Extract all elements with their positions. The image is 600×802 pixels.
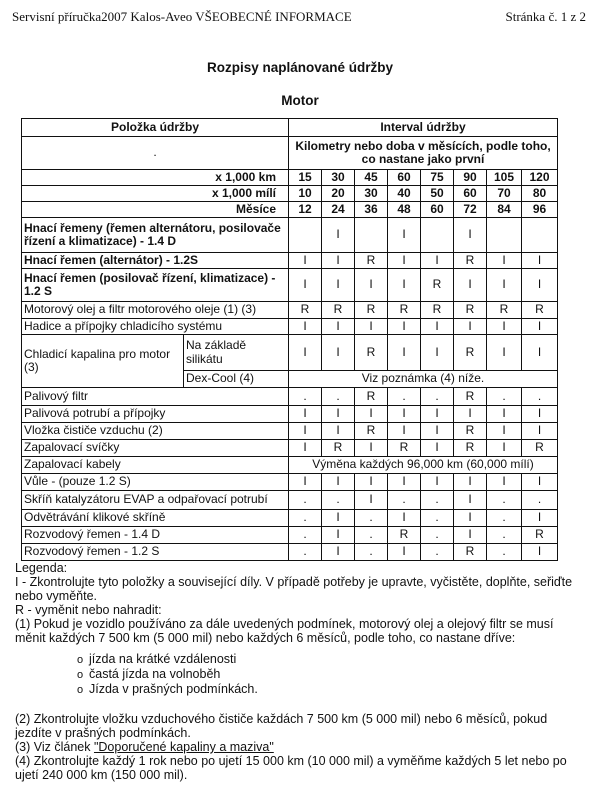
maintenance-item: Zapalovací kabely	[22, 457, 289, 474]
table-cell: .	[322, 388, 355, 406]
table-cell: I	[454, 491, 487, 510]
table-cell: I	[454, 510, 487, 527]
table-cell: R	[388, 527, 421, 544]
table-row	[22, 319, 558, 335]
table-cell: R	[454, 440, 487, 457]
table-cell: I	[421, 440, 454, 457]
table-cell: I	[322, 218, 355, 253]
table-cell: .	[487, 544, 522, 561]
table-row	[22, 440, 558, 457]
table-cell: I	[322, 269, 355, 302]
page-number: Stránka č. 1 z 2	[505, 9, 586, 24]
maintenance-item: Motorový olej a filtr motorového oleje (1) (3)	[22, 302, 289, 319]
table-cell: .	[355, 544, 388, 561]
table-row	[22, 491, 558, 510]
interval-value: 10	[289, 186, 322, 202]
document-header-left: Servisní příručka2007 Kalos-Aveo VŠEOBECNÉ INFORMACE	[12, 9, 352, 24]
table-cell: R	[355, 388, 388, 406]
table-cell: I	[289, 253, 322, 269]
maintenance-item: Palivová potrubí a přípojky	[22, 406, 289, 423]
table-cell: .	[355, 510, 388, 527]
table-cell: I	[421, 319, 454, 335]
table-cell: R	[322, 440, 355, 457]
table-cell: I	[487, 319, 522, 335]
maintenance-item: Vůle - (pouze 1.2 S)	[22, 474, 289, 491]
header-dot: .	[22, 137, 289, 170]
table-cell: .	[487, 388, 522, 406]
table-cell: .	[421, 388, 454, 406]
table-cell	[522, 218, 558, 253]
table-cell: .	[289, 491, 322, 510]
table-cell: R	[522, 440, 558, 457]
table-cell: I	[522, 406, 558, 423]
table-cell: I	[388, 544, 421, 561]
table-cell: .	[289, 544, 322, 561]
table-cell: I	[487, 253, 522, 269]
table-cell: .	[388, 491, 421, 510]
table-cell: I	[289, 406, 322, 423]
legend-line-i: I - Zkontrolujte tyto položky a související díly. V případě potřeby je upravte, vyčistěte, doplňte, seřiďte nebo vyměňte.	[15, 575, 573, 603]
table-cell: I	[454, 474, 487, 491]
unit-row	[22, 170, 558, 186]
table-cell: I	[289, 269, 322, 302]
interval-value: 48	[388, 202, 421, 218]
list-item: o častá jízda na volnoběh	[77, 667, 585, 682]
table-cell: I	[322, 423, 355, 440]
table-row	[22, 423, 558, 440]
table-cell: I	[522, 253, 558, 269]
page-title: Rozpisy naplánované údržby	[206, 60, 394, 75]
table-cell: I	[355, 269, 388, 302]
table-cell: I	[322, 510, 355, 527]
table-cell: .	[522, 491, 558, 510]
table-cell: R	[454, 388, 487, 406]
interval-value: 105	[487, 170, 522, 186]
table-cell: R	[355, 423, 388, 440]
item-rows	[22, 218, 558, 561]
table-cell: I	[322, 406, 355, 423]
table-cell: I	[322, 335, 355, 371]
legend-condition-list	[15, 652, 585, 697]
legend-heading: Legenda:	[15, 561, 68, 575]
table-cell: .	[289, 510, 322, 527]
table-cell: I	[388, 218, 421, 253]
table-cell: R	[487, 302, 522, 319]
interval-value: 30	[322, 170, 355, 186]
table-cell: R	[355, 302, 388, 319]
interval-value: 50	[421, 186, 454, 202]
table-row	[22, 269, 558, 302]
interval-value: 80	[522, 186, 558, 202]
coolant-type-silicate: Na základě silikátu	[184, 335, 289, 371]
table-row	[22, 335, 558, 371]
table-row	[22, 544, 558, 561]
interval-value: 36	[355, 202, 388, 218]
legend-note-3-prefix: (3) Viz článek	[15, 740, 94, 754]
table-cell: I	[289, 319, 322, 335]
table-cell: I	[421, 423, 454, 440]
maintenance-item: Rozvodový řemen - 1.2 S	[22, 544, 289, 561]
table-cell: .	[421, 510, 454, 527]
maintenance-item: Hnací řemeny (řemen alternátoru, posilovače řízení a klimatizace) - 1.4 D	[22, 218, 289, 253]
table-cell: I	[522, 510, 558, 527]
interval-value: 20	[322, 186, 355, 202]
table-cell: I	[487, 406, 522, 423]
table-cell: R	[289, 302, 322, 319]
table-cell: .	[388, 388, 421, 406]
maintenance-item: Skříň katalyzátoru EVAP a odpařovací potrubí	[22, 491, 289, 510]
table-cell: I	[421, 253, 454, 269]
maintenance-item: Zapalovací svíčky	[22, 440, 289, 457]
maintenance-schedule-table	[21, 118, 558, 561]
table-cell: I	[454, 527, 487, 544]
table-cell: I	[388, 423, 421, 440]
interval-value: 120	[522, 170, 558, 186]
page-subtitle: Motor	[281, 93, 319, 108]
list-item: o Jízda v prašných podmínkách.	[77, 682, 585, 697]
unit-label: x 1,000 km	[22, 170, 289, 186]
table-cell: I	[388, 510, 421, 527]
unit-label: Měsíce	[22, 202, 289, 218]
interval-value: 60	[454, 186, 487, 202]
maintenance-item: Vložka čističe vzduchu (2)	[22, 423, 289, 440]
table-cell: I	[388, 319, 421, 335]
legend-note-3	[15, 740, 585, 754]
unit-rows	[22, 170, 558, 218]
table-cell: I	[454, 406, 487, 423]
maintenance-item: Hnací řemen (alternátor) - 1.2S	[22, 253, 289, 269]
table-cell: I	[454, 218, 487, 253]
interval-value: 90	[454, 170, 487, 186]
table-cell: I	[355, 474, 388, 491]
table-cell: I	[487, 335, 522, 371]
column-header-item: Položka údržby	[22, 119, 289, 137]
table-cell: I	[355, 319, 388, 335]
interval-value: 24	[322, 202, 355, 218]
table-cell: .	[421, 544, 454, 561]
interval-value: 40	[388, 186, 421, 202]
interval-value: 75	[421, 170, 454, 186]
table-cell: I	[322, 253, 355, 269]
table-row	[22, 302, 558, 319]
table-cell: .	[355, 527, 388, 544]
table-cell	[289, 218, 322, 253]
table-cell: I	[454, 319, 487, 335]
table-cell: R	[421, 302, 454, 319]
table-cell: R	[454, 253, 487, 269]
table-cell: I	[322, 319, 355, 335]
table-cell: .	[487, 527, 522, 544]
interval-value: 60	[388, 170, 421, 186]
table-cell: R	[421, 269, 454, 302]
table-cell: I	[522, 423, 558, 440]
table-cell: R	[454, 335, 487, 371]
unit-row	[22, 202, 558, 218]
interval-value: 12	[289, 202, 322, 218]
list-item: o jízda na krátké vzdálenosti	[77, 652, 585, 667]
table-cell: R	[454, 302, 487, 319]
table-cell: I	[289, 335, 322, 371]
maintenance-item: Palivový filtr	[22, 388, 289, 406]
interval-value: 45	[355, 170, 388, 186]
interval-note: Kilometry nebo doba v měsících, podle toho, co nastane jako první	[289, 137, 558, 170]
table-cell: R	[355, 335, 388, 371]
table-cell: I	[289, 440, 322, 457]
table-cell: I	[322, 474, 355, 491]
table-row	[22, 253, 558, 269]
legend-note-2: (2) Zkontrolujte vložku vzduchového čističe každách 7 500 km (5 000 mil) nebo 6 měsíců, pokud jezdíte v prašných podmínkách.	[15, 712, 548, 740]
maintenance-item: Chladicí kapalina pro motor (3)	[22, 335, 184, 388]
table-cell: I	[454, 269, 487, 302]
maintenance-item: Rozvodový řemen - 1.4 D	[22, 527, 289, 544]
table-cell: I	[355, 440, 388, 457]
table-cell: .	[522, 388, 558, 406]
table-cell: .	[421, 527, 454, 544]
table-cell: R	[454, 423, 487, 440]
maintenance-item: Odvětrávání klikové skříně	[22, 510, 289, 527]
table-cell: I	[355, 491, 388, 510]
table-row	[22, 527, 558, 544]
table-cell: I	[388, 269, 421, 302]
interval-value: 70	[487, 186, 522, 202]
table-cell: I	[487, 474, 522, 491]
table-cell: R	[522, 527, 558, 544]
table-cell: R	[454, 544, 487, 561]
table-cell: .	[322, 491, 355, 510]
table-cell: .	[487, 491, 522, 510]
coolant-note: Viz poznámka (4) níže.	[289, 371, 558, 388]
table-cell: I	[487, 423, 522, 440]
table-cell: I	[388, 253, 421, 269]
fluids-article-link[interactable]: "Doporučené kapaliny a maziva"	[93, 740, 274, 754]
table-cell: .	[289, 527, 322, 544]
table-cell	[487, 218, 522, 253]
interval-value: 15	[289, 170, 322, 186]
table-cell	[421, 218, 454, 253]
maintenance-item: Hadice a přípojky chladicího systému	[22, 319, 289, 335]
interval-value: 72	[454, 202, 487, 218]
unit-label: x 1,000 mílí	[22, 186, 289, 202]
interval-value: 60	[421, 202, 454, 218]
table-cell: I	[388, 406, 421, 423]
table-row	[22, 218, 558, 253]
table-cell: I	[388, 474, 421, 491]
legend	[15, 561, 585, 782]
table-cell: .	[487, 510, 522, 527]
maintenance-item: Hnací řemen (posilovač řízení, klimatizace) - 1.2 S	[22, 269, 289, 302]
table-cell: I	[289, 474, 322, 491]
table-cell: R	[388, 302, 421, 319]
cables-note: Výměna každých 96,000 km (60,000 mílí)	[289, 457, 558, 474]
interval-value: 30	[355, 186, 388, 202]
table-cell: .	[289, 388, 322, 406]
table-cell: I	[522, 474, 558, 491]
table-row	[22, 457, 558, 474]
table-cell: R	[388, 440, 421, 457]
interval-value: 84	[487, 202, 522, 218]
table-cell: I	[355, 406, 388, 423]
table-row	[22, 510, 558, 527]
legend-note-1: (1) Pokud je vozidlo používáno za dále uvedených podmínek, motorový olej a olejový filtr se musí měnit každých 7 500 km (5 000 mil) nebo každých 6 měsíců, podle toho, co nastane dříve:	[15, 617, 554, 645]
table-cell: I	[322, 527, 355, 544]
table-cell: R	[355, 253, 388, 269]
table-cell: I	[522, 544, 558, 561]
table-row	[22, 474, 558, 491]
table-cell: I	[322, 544, 355, 561]
table-cell: I	[289, 423, 322, 440]
table-cell	[355, 218, 388, 253]
column-header-interval: Interval údržby	[289, 119, 558, 137]
table-cell: R	[322, 302, 355, 319]
interval-value: 96	[522, 202, 558, 218]
table-cell: I	[421, 474, 454, 491]
table-cell: I	[487, 440, 522, 457]
table-row	[22, 406, 558, 423]
legend-note-4: (4) Zkontrolujte každý 1 rok nebo po ujetí 15 000 km (10 000 mil) a vyměňme každých 5 let nebo po ujetí 240 000 km (150 000 mil).	[15, 754, 567, 782]
table-cell: I	[421, 406, 454, 423]
table-cell: I	[522, 319, 558, 335]
table-row	[22, 388, 558, 406]
table-cell: I	[522, 335, 558, 371]
legend-line-r: R - vyměnit nebo nahradit:	[15, 603, 162, 617]
table-cell: R	[522, 302, 558, 319]
unit-row	[22, 186, 558, 202]
table-cell: I	[421, 335, 454, 371]
table-cell: .	[421, 491, 454, 510]
table-cell: I	[522, 269, 558, 302]
table-cell: I	[487, 269, 522, 302]
table-cell: I	[388, 335, 421, 371]
coolant-type-dexcool: Dex-Cool (4)	[184, 371, 289, 388]
